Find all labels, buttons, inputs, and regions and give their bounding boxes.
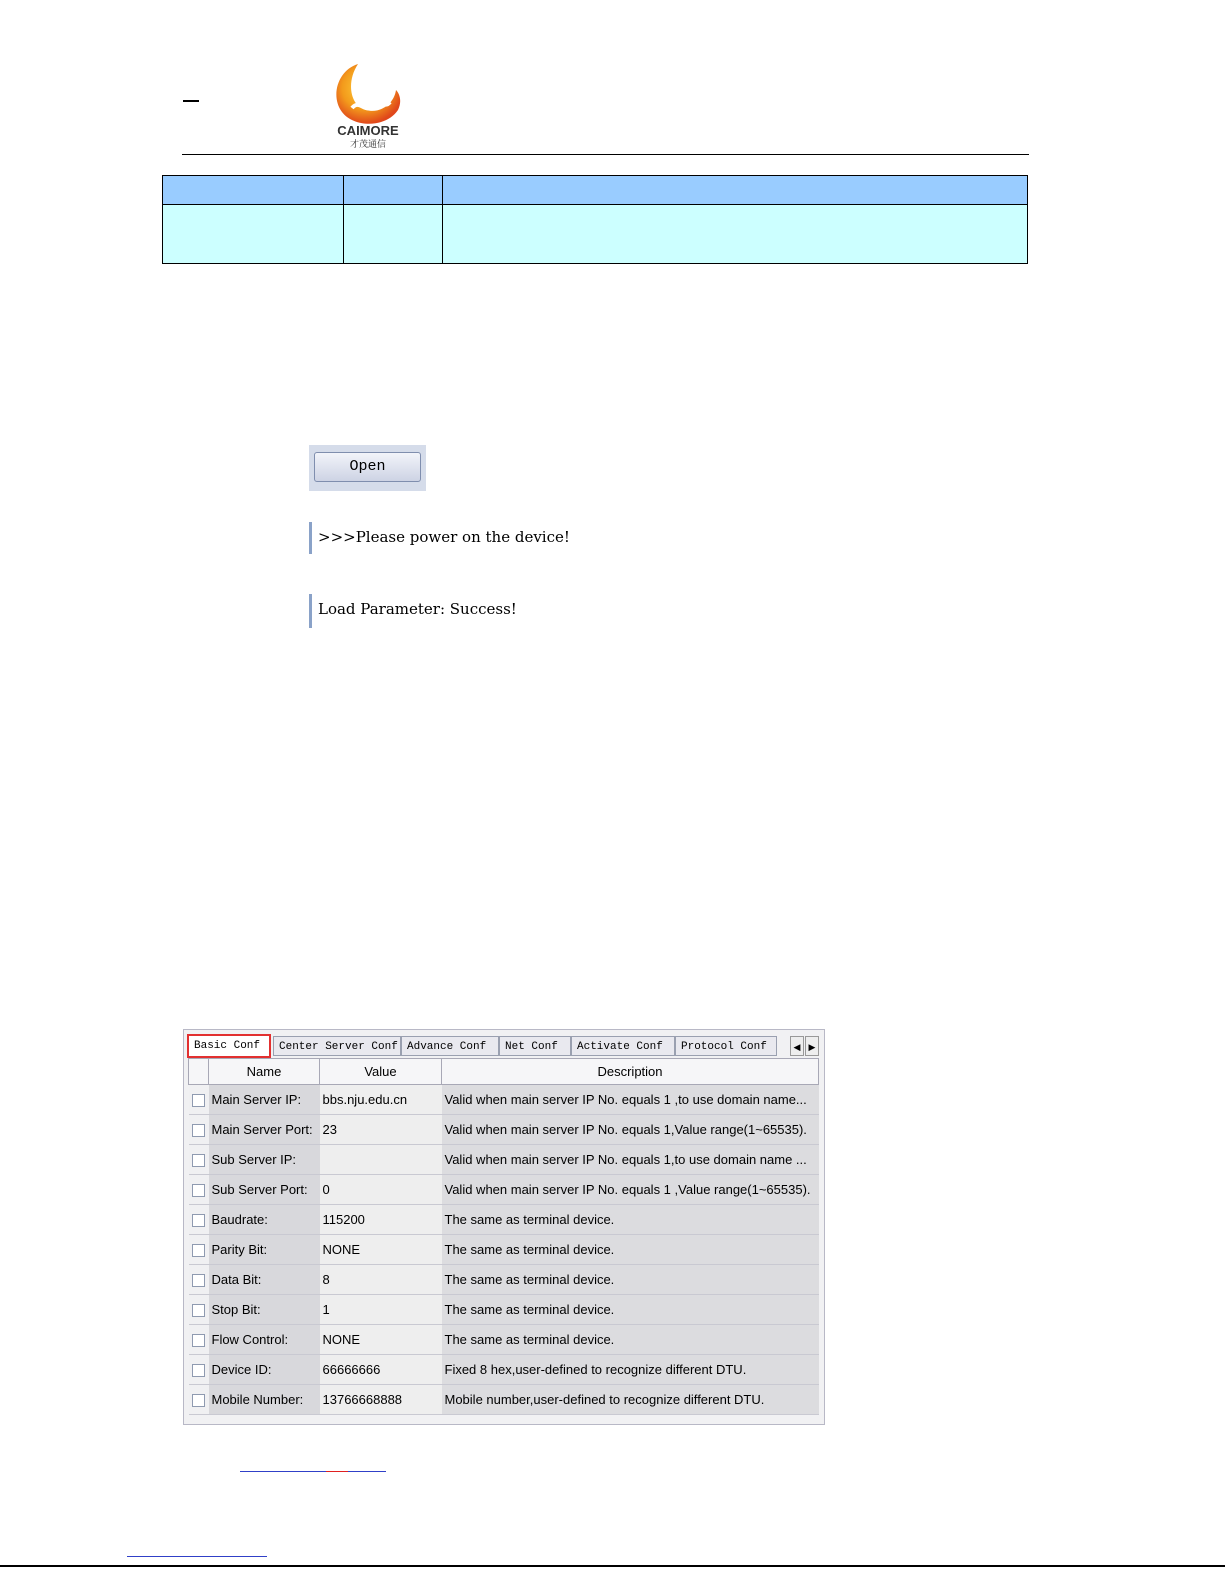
tab-activate-conf[interactable]: Activate Conf	[571, 1036, 675, 1056]
tab-scroll-right-icon[interactable]: ▶	[805, 1036, 819, 1056]
log-snippet-power-on	[309, 522, 618, 554]
grid-corner	[189, 1059, 209, 1085]
row-checkbox[interactable]	[192, 1364, 205, 1377]
row-checkbox[interactable]	[192, 1154, 205, 1167]
param-name: Baudrate:	[209, 1205, 320, 1235]
param-value[interactable]: NONE	[320, 1325, 442, 1355]
tab-basic-conf[interactable]: Basic Conf	[187, 1034, 271, 1058]
grid-row	[189, 1385, 819, 1415]
param-name: Device ID:	[209, 1355, 320, 1385]
column-header-value[interactable]: Value	[320, 1059, 442, 1085]
log-line-power-on: >>>Please power on the device!	[318, 528, 570, 546]
param-value[interactable]: 8	[320, 1265, 442, 1295]
grid-row	[189, 1175, 819, 1205]
info-header-row	[163, 176, 1028, 205]
row-checkbox[interactable]	[192, 1334, 205, 1347]
footer-link-underline[interactable]	[240, 1471, 386, 1472]
caimore-logo	[328, 58, 408, 150]
param-name: Main Server IP:	[209, 1085, 320, 1115]
param-value[interactable]: NONE	[320, 1235, 442, 1265]
svg-text:才茂通信: 才茂通信	[349, 140, 387, 150]
footer-rule	[0, 1565, 1225, 1567]
column-header-description[interactable]: Description	[442, 1059, 819, 1085]
header-mark	[183, 100, 199, 102]
param-value[interactable]: 23	[320, 1115, 442, 1145]
grid-row	[189, 1205, 819, 1235]
tab-advance-conf[interactable]: Advance Conf	[401, 1036, 499, 1056]
param-name: Stop Bit:	[209, 1295, 320, 1325]
row-checkbox[interactable]	[192, 1394, 205, 1407]
param-value[interactable]: 115200	[320, 1205, 442, 1235]
info-body-row	[163, 205, 1028, 264]
grid-row	[189, 1355, 819, 1385]
grid-row	[189, 1115, 819, 1145]
row-checkbox[interactable]	[192, 1244, 205, 1257]
param-description: The same as terminal device.	[442, 1295, 819, 1325]
param-value[interactable]: 0	[320, 1175, 442, 1205]
param-description: Valid when main server IP No. equals 1,Value range(1~65535).	[442, 1115, 819, 1145]
grid-row	[189, 1265, 819, 1295]
param-description: The same as terminal device.	[442, 1265, 819, 1295]
tab-center-server-conf[interactable]: Center Server Conf	[273, 1036, 401, 1056]
grid-row	[189, 1295, 819, 1325]
param-value[interactable]: 13766668888	[320, 1385, 442, 1415]
log-snippet-load	[309, 594, 618, 628]
param-name: Main Server Port:	[209, 1115, 320, 1145]
grid-row	[189, 1085, 819, 1115]
footer-link-underline-bottom[interactable]	[127, 1556, 267, 1557]
row-checkbox[interactable]	[192, 1274, 205, 1287]
log-line-load-parameter: Load Parameter: Success!	[318, 600, 517, 618]
tab-protocol-conf[interactable]: Protocol Conf	[675, 1036, 777, 1056]
param-description: Fixed 8 hex,user-defined to recognize different DTU.	[442, 1355, 819, 1385]
param-name: Sub Server Port:	[209, 1175, 320, 1205]
config-grid	[188, 1058, 819, 1415]
open-button[interactable]: Open	[314, 452, 421, 482]
param-description: Mobile number,user-defined to recognize different DTU.	[442, 1385, 819, 1415]
svg-text:CAIMORE: CAIMORE	[337, 123, 399, 138]
tab-net-conf[interactable]: Net Conf	[499, 1036, 571, 1056]
grid-header-row	[189, 1059, 819, 1085]
param-name: Sub Server IP:	[209, 1145, 320, 1175]
tab-scroll-left-icon[interactable]: ◀	[790, 1036, 804, 1056]
param-description: The same as terminal device.	[442, 1205, 819, 1235]
param-value[interactable]: bbs.nju.edu.cn	[320, 1085, 442, 1115]
header-rule	[182, 154, 1029, 155]
param-description: The same as terminal device.	[442, 1325, 819, 1355]
param-name: Mobile Number:	[209, 1385, 320, 1415]
param-description: Valid when main server IP No. equals 1,to use domain name ...	[442, 1145, 819, 1175]
param-value[interactable]: 66666666	[320, 1355, 442, 1385]
param-value[interactable]: 1	[320, 1295, 442, 1325]
param-description: Valid when main server IP No. equals 1 ,to use domain name...	[442, 1085, 819, 1115]
row-checkbox[interactable]	[192, 1214, 205, 1227]
param-value[interactable]	[320, 1145, 442, 1175]
config-tab-bar	[185, 1036, 821, 1058]
row-checkbox[interactable]	[192, 1184, 205, 1197]
param-description: Valid when main server IP No. equals 1 ,Value range(1~65535).	[442, 1175, 819, 1205]
document-info-table	[162, 175, 1028, 264]
grid-row	[189, 1325, 819, 1355]
row-checkbox[interactable]	[192, 1304, 205, 1317]
param-name: Data Bit:	[209, 1265, 320, 1295]
param-name: Flow Control:	[209, 1325, 320, 1355]
row-checkbox[interactable]	[192, 1124, 205, 1137]
grid-row	[189, 1235, 819, 1265]
param-name: Parity Bit:	[209, 1235, 320, 1265]
grid-row	[189, 1145, 819, 1175]
row-checkbox[interactable]	[192, 1094, 205, 1107]
column-header-name[interactable]: Name	[209, 1059, 320, 1085]
param-description: The same as terminal device.	[442, 1235, 819, 1265]
